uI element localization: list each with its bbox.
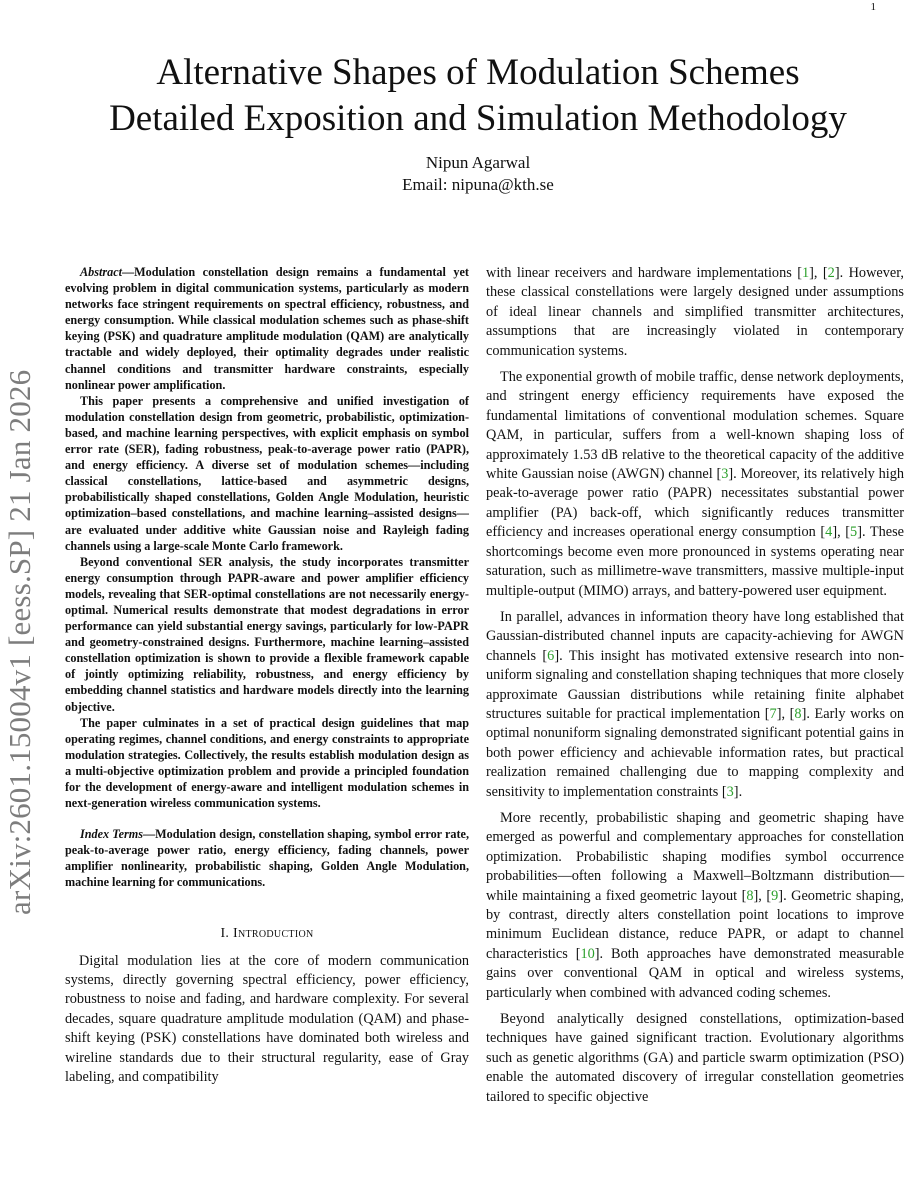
left-column (65, 264, 469, 1087)
citation-link[interactable]: 6 (547, 647, 555, 664)
intro-paragraph-4: More recently, probabilistic shaping and geometric shaping have emerged as powerful and complementary approaches for constellation optimization. Probabilistic shaping modifies symbol occurrence probabilities—often following a Maxwell–Boltzmann distribution—while maintaining a fixed geometric layout [8], [9]. Geometric shaping, by contrast, directly alters constellation point locations to improve minimum Euclidean distance, reduce PAPR, or adapt to channel characteristics [10]. Both approaches have demonstrated measurable gains over conventional QAM in optical and wireless systems, particularly when combined with advanced coding schemes. (486, 809, 905, 1001)
title-line-2: Detailed Exposition and Simulation Methodology (109, 98, 847, 139)
citation-link[interactable]: 1 (801, 265, 810, 281)
right-column (486, 264, 904, 1107)
arxiv-identifier-stamp: arXiv:2601.15004v1 [eess.SP] 21 Jan 2026 (2, 369, 37, 915)
intro-paragraph-3: In parallel, advances in information theory have long established that Gaussian-distributed channel inputs are capacity-achieving for AWGN channels [6]. This insight has motivated extensive research into non-uniform signaling and constellation shaping techniques that more closely approximate Gaussian distributions while retaining finite alphabet structures suitable for practical implementation [7], [8]. Early works on optimal nonuniform signaling demonstrated significant potential gains in both power efficiency and achievable information rates, but practical realization remained challenging due to mapping complexity and sensitivity to implementation constraints [3]. (486, 608, 904, 800)
section-heading-introduction: I. Introduction (220, 925, 314, 941)
abstract-paragraph-1 (65, 264, 469, 393)
citation-link[interactable]: 8 (794, 705, 802, 722)
citation-link[interactable]: 10 (580, 945, 595, 962)
abstract-label: Abstract (80, 265, 122, 279)
index-terms (65, 826, 469, 890)
index-terms-label: Index Terms (80, 827, 143, 842)
citation-link[interactable]: 5 (850, 524, 858, 541)
intro-paragraph-5: Beyond analytically designed constellations, optimization-based techniques have gained significant traction. Evolutionary algorithms such as genetic algorithms (GA) and particle swarm optimization (PSO) enable the automated discovery of irregular constellation geometries tailored to specific objective (486, 1011, 904, 1105)
author-email: Email: nipuna@kth.se (402, 175, 554, 194)
citation-link[interactable]: 9 (771, 887, 779, 904)
paper-title (60, 50, 896, 142)
abstract-paragraph-3: Beyond conventional SER analysis, the study incorporates transmitter energy consumption through PAPR-aware and power amplifier efficiency models, revealing that SER-optimal constellations are not necessarily energy-optimal. Numerical results demonstrate that modest degradations in error performance can yield substantial energy savings, particularly for low-PAPR and geometry-constrained designs. Furthermore, machine learning–assisted constellation optimization is shown to provide a flexible framework capable of jointly optimizing reliability, robustness, and energy efficiency by embedding channel statistics and hardware models directly into the learning objective. (65, 554, 469, 714)
citation-link[interactable]: 3 (721, 466, 729, 483)
intro-paragraph-1: Digital modulation lies at the core of modern communication systems, directly governing spectral efficiency, power efficiency, robustness to noise and fading, and hardware complexity. For several decades, square quadrature amplitude modulation (QAM) and phase-shift keying (PSK) constellations have dominated both wireless and wireline standards due to their structural regularity, ease of Gray labeling, and compatibility (65, 952, 469, 1085)
intro-paragraph-2: The exponential growth of mobile traffic, dense network deployments, and stringent energy efficiency requirements have exposed the fundamental limitations of conventional modulation schemes. Square QAM, in particular, suffers from a well-known shaping loss of approximately 1.53 dB relative to the theoretical capacity of the additive white Gaussian noise (AWGN) channel [3]. Moreover, its relatively high peak-to-average power ratio (PAPR) necessitates substantial power amplifier (PA) back-off, which significantly reduces transmitter efficiency and increases operational energy consumption [4], [5]. These shortcomings become even more pronounced in systems operating near saturation, such as millimetre-wave transmitters, massive multiple-input multiple-output (MIMO) arrays, and battery-powered user equipment. (486, 369, 905, 599)
citation-link[interactable]: 4 (825, 524, 833, 541)
abstract-text-1: —Modulation constellation design remains a fundamental yet evolving problem in digital communication systems, particularly as modern networks face stringent requirements on spectral efficiency, robustness, and energy consumption. While classical modulation schemes such as phase-shift keying (PSK) and quadrature amplitude modulation (QAM) are analytically tractable and widely deployed, their optimality degrades under realistic channel conditions and transmitter hardware constraints, especially nonlinear power amplification. (65, 265, 469, 392)
abstract-paragraph-2: This paper presents a comprehensive and unified investigation of modulation constellation design from geometric, probabilistic, optimization-based, and machine learning perspectives, with explicit emphasis on symbol error rate (SER), fading robustness, peak-to-average power ratio (PAPR), and energy efficiency. A diverse set of modulation schemes—including classical constellations, lattice-based and asymmetric designs, probabilistically shaped constellations, Golden Angle Modulation, heuristic optimization–based constellations, and machine learning–assisted designs—are evaluated under additive white Gaussian noise and Rayleigh fading channels using a large-scale Monte Carlo framework. (65, 393, 469, 553)
abstract-paragraph-4: The paper culminates in a set of practical design guidelines that map operating regimes, channel conditions, and energy constraints to appropriate modulation strategies. Collectively, the results establish modulation design as a multi-objective optimization problem and provide a principled foundation for the development of energy-aware and intelligent modulation schemes in next-generation wireless communication systems. (65, 715, 469, 811)
intro-paragraph-1-continued: with linear receivers and hardware implementations [1], [2]. However, these classical constellations were largely designed under assumptions of ideal linear channels and simplified transmitter architectures, assumptions that are increasingly violated in contemporary communication systems. (486, 265, 904, 359)
citation-link[interactable]: 8 (746, 887, 754, 904)
citation-link[interactable]: 2 (827, 265, 835, 281)
page-number: 1 (870, 1, 876, 13)
citation-link[interactable]: 7 (769, 705, 777, 722)
index-terms-text: —Modulation design, constellation shaping, symbol error rate, peak-to-average power ratio, energy efficiency, fading channels, power amplifier nonlinearity, probabilistic shaping, Golden Angle Modulation, machine learning for communications. (65, 827, 469, 890)
author-name: Nipun Agarwal (425, 153, 531, 172)
title-line-1: Alternative Shapes of Modulation Schemes (156, 52, 800, 93)
citation-link[interactable]: 3 (726, 783, 734, 800)
